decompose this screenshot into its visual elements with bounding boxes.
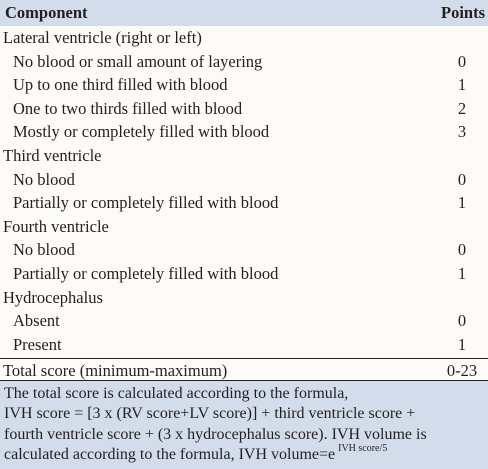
table-row [0, 97, 488, 121]
table-row [0, 50, 488, 74]
points-value: 0 [457, 240, 467, 260]
table-section-row [0, 215, 488, 239]
footnote-line-formula [4, 445, 387, 467]
table-row [0, 168, 488, 192]
total-row [0, 358, 488, 381]
component-label: Present [13, 334, 62, 354]
component-label: Partially or completely filled with blood [13, 193, 279, 213]
points-value: 2 [457, 98, 467, 118]
points-value: 0 [457, 311, 467, 331]
component-label: Absent [13, 311, 60, 331]
header-points: Points [440, 3, 485, 22]
points-value: 1 [457, 193, 467, 213]
table-row [0, 309, 488, 333]
total-points: 0-23 [446, 361, 478, 380]
table-row [0, 333, 488, 357]
footnote-exponent: IVH score/5 [338, 443, 388, 454]
section-label: Fourth ventricle [3, 216, 109, 236]
table-row [0, 120, 488, 144]
table-section-row [0, 286, 488, 310]
table-row [0, 238, 488, 262]
component-label: No blood [13, 240, 75, 260]
section-label: Lateral ventricle (right or left) [3, 28, 202, 47]
points-value: 0 [457, 169, 467, 189]
points-value: 1 [457, 334, 467, 354]
section-label: Hydrocephalus [3, 287, 103, 307]
table-footnote [0, 380, 488, 469]
header-component: Component [5, 3, 88, 22]
table-body [0, 26, 488, 356]
component-label: Partially or completely filled with blood [13, 263, 279, 283]
component-label: Up to one third filled with blood [13, 75, 228, 95]
total-label: Total score (minimum-maximum) [3, 361, 228, 380]
points-value: 1 [457, 75, 467, 95]
footnote-line: IVH score = [3 x (RV score+LV score)] + third ventricle score + [4, 405, 416, 422]
table-header [0, 0, 488, 26]
component-label: No blood [13, 169, 75, 189]
component-label: One to two thirds filled with blood [13, 98, 243, 118]
footnote-line: The total score is calculated according to the formula, [4, 385, 349, 402]
footnote-line: fourth ventricle score + (3 x hydrocephalus score). IVH volume is [4, 426, 427, 443]
table-row [0, 262, 488, 286]
footnote-formula-text: calculated according to the formula, IVH volume=e [4, 446, 336, 463]
table-section-row [0, 144, 488, 168]
points-value: 0 [457, 51, 467, 71]
table-section-row [0, 26, 488, 50]
points-value: 3 [457, 122, 467, 142]
table-row [0, 191, 488, 215]
points-value: 1 [457, 263, 467, 283]
section-label: Third ventricle [3, 145, 102, 165]
component-label: No blood or small amount of layering [13, 51, 263, 71]
table-row [0, 73, 488, 97]
component-label: Mostly or completely filled with blood [13, 122, 270, 142]
